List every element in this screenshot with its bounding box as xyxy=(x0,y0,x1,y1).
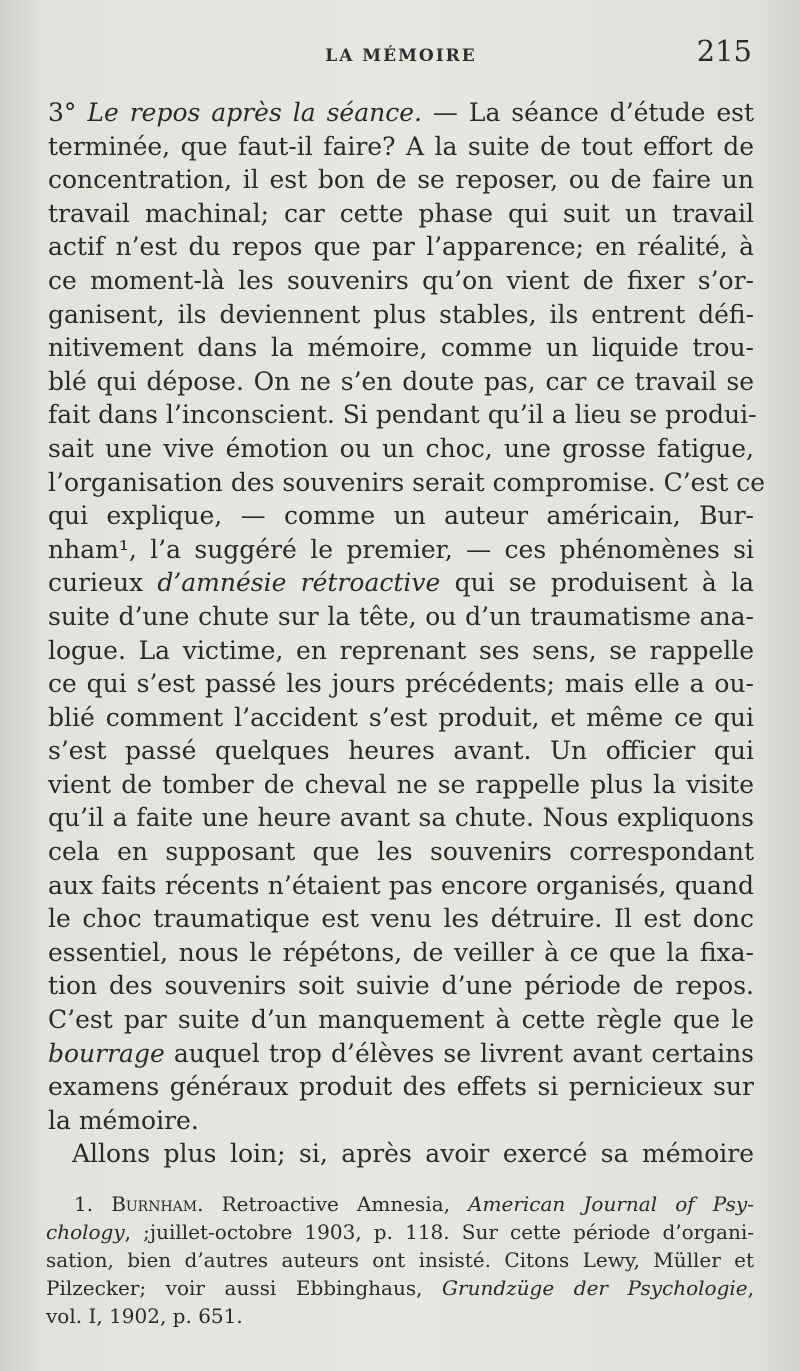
text-line xyxy=(48,1037,754,1071)
page-number: 215 xyxy=(696,34,752,68)
text-segment: s’est passé quelques heures avant. Un officier qui xyxy=(48,736,754,766)
text-segment: travail machinal; car cette phase qui suit un travail xyxy=(48,198,754,228)
text-line xyxy=(48,432,754,466)
text-segment: qui explique, — comme un auteur américain, Bur- xyxy=(48,501,754,531)
footnote-line xyxy=(46,1218,754,1246)
text-line xyxy=(48,533,754,567)
text-segment: sation, bien d’autres auteurs ont insisté. Citons Lewy, Müller et xyxy=(46,1248,754,1272)
text-segment: 1. xyxy=(74,1192,112,1216)
text-line xyxy=(48,600,754,634)
text-segment: C’est par suite d’un manquement à cette règle que le xyxy=(48,1005,754,1035)
text-line xyxy=(48,835,754,869)
text-segment: 3° xyxy=(48,98,88,127)
text-segment: ganisent, ils deviennent plus stables, ils entrent défi- xyxy=(48,299,754,329)
text-segment: Allons plus loin; si, après avoir exercé sa mémoire xyxy=(72,1139,754,1169)
text-segment: suite d’une chute sur la tête, ou d’un traumatisme ana- xyxy=(48,601,754,631)
text-line xyxy=(48,1137,754,1171)
italic-text: bourrage xyxy=(48,1038,165,1068)
text-line xyxy=(48,869,754,903)
text-segment: qu’il a faite une heure avant sa chute. Nous expliquons xyxy=(48,803,754,833)
text-line xyxy=(48,298,754,332)
italic-text: Grundzüge der Psychologie xyxy=(442,1276,748,1300)
text-segment: logue. La victime, en reprenant ses sens, se rappelle xyxy=(48,635,754,665)
running-title: LA MÉMOIRE xyxy=(325,46,477,66)
text-line xyxy=(48,936,754,970)
text-line xyxy=(48,264,754,298)
text-segment: . Retroactive Amnesia, xyxy=(197,1192,469,1216)
text-line xyxy=(48,163,754,197)
text-segment: vient de tomber de cheval ne se rappelle plus la visite xyxy=(48,769,754,799)
text-segment: aux faits récents n’étaient pas encore organisés, quand xyxy=(48,870,754,900)
italic-text: d’amnésie rétroactive xyxy=(157,568,441,598)
footnote-line xyxy=(46,1190,754,1218)
text-segment: tion des souvenirs soit suivie d’une période de repos. xyxy=(48,971,754,1001)
text-line xyxy=(48,466,766,500)
text-segment: examens généraux produit des effets si pernicieux sur xyxy=(48,1072,754,1102)
text-line xyxy=(48,1104,754,1138)
text-segment: fait dans l’inconscient. Si pendant qu’il a lieu se produi- xyxy=(48,400,757,430)
text-line xyxy=(48,801,754,835)
footnote-line xyxy=(46,1302,754,1330)
text-line xyxy=(48,667,754,701)
text-segment: Pilzecker; voir aussi Ebbinghaus, xyxy=(46,1276,443,1300)
text-segment: cela en supposant que les souvenirs correspondant xyxy=(48,837,754,867)
text-segment: ce moment-là les souvenirs qu’on vient de fixer s’or- xyxy=(48,265,754,295)
text-line xyxy=(48,130,754,164)
text-line xyxy=(48,768,754,802)
text-line xyxy=(48,230,754,264)
text-segment: blié comment l’accident s’est produit, et même ce qui xyxy=(48,702,754,732)
text-segment: sait une vive émotion ou un choc, une grosse fatigue, xyxy=(48,433,754,463)
text-line xyxy=(48,331,754,365)
text-line xyxy=(48,96,754,130)
text-line xyxy=(48,701,754,735)
text-segment: , ;juillet-octobre 1903, p. 118. Sur cette période d’organi- xyxy=(124,1220,754,1244)
text-segment: la mémoire. xyxy=(48,1105,199,1135)
text-segment: le choc traumatique est venu les détruire. Il est donc xyxy=(48,904,754,934)
page-header xyxy=(48,32,754,82)
text-segment: nham¹, l’a suggéré le premier, — ces phénomènes si xyxy=(48,534,754,564)
small-caps-text: Burnham xyxy=(111,1192,198,1216)
text-segment: , xyxy=(747,1276,754,1300)
footnote-line xyxy=(46,1246,754,1274)
text-segment: terminée, que faut-il faire? A la suite de tout effort de xyxy=(48,131,754,161)
footnotes xyxy=(46,1190,754,1330)
text-segment: qui se produisent à la xyxy=(440,568,754,598)
italic-text: chology xyxy=(46,1220,125,1244)
text-line xyxy=(48,969,754,1003)
text-segment: concentration, il est bon de se reposer, ou de faire un xyxy=(48,165,754,195)
text-line xyxy=(48,1070,754,1104)
text-segment: — La séance d’étude est xyxy=(421,98,754,127)
italic-text: Le repos après la séance. xyxy=(87,98,422,127)
text-line xyxy=(48,499,754,533)
text-line xyxy=(48,902,754,936)
text-line xyxy=(48,197,754,231)
text-line xyxy=(48,365,754,399)
text-segment: actif n’est du repos que par l’apparence; en réalité, à xyxy=(48,232,754,262)
text-segment: blé qui dépose. On ne s’en doute pas, car ce travail se xyxy=(48,366,754,396)
text-line xyxy=(48,734,754,768)
body-text xyxy=(48,96,766,1171)
text-segment: auquel trop d’élèves se livrent avant certains xyxy=(164,1038,754,1068)
text-segment: nitivement dans la mémoire, comme un liquide trou- xyxy=(48,333,754,363)
text-line xyxy=(48,1003,754,1037)
text-line xyxy=(48,398,757,432)
text-line xyxy=(48,634,754,668)
text-line xyxy=(48,566,754,600)
footnote-line xyxy=(46,1274,754,1302)
text-segment: l’organisation des souvenirs serait compromise. C’est ce xyxy=(48,467,766,497)
italic-text: American Journal of Psy- xyxy=(468,1192,754,1216)
text-segment: curieux xyxy=(48,568,158,598)
text-segment: essentiel, nous le répétons, de veiller à ce que la fixa- xyxy=(48,937,754,967)
text-segment: vol. I, 1902, p. 651. xyxy=(46,1304,243,1328)
text-segment: ce qui s’est passé les jours précédents; mais elle a ou- xyxy=(48,669,754,699)
